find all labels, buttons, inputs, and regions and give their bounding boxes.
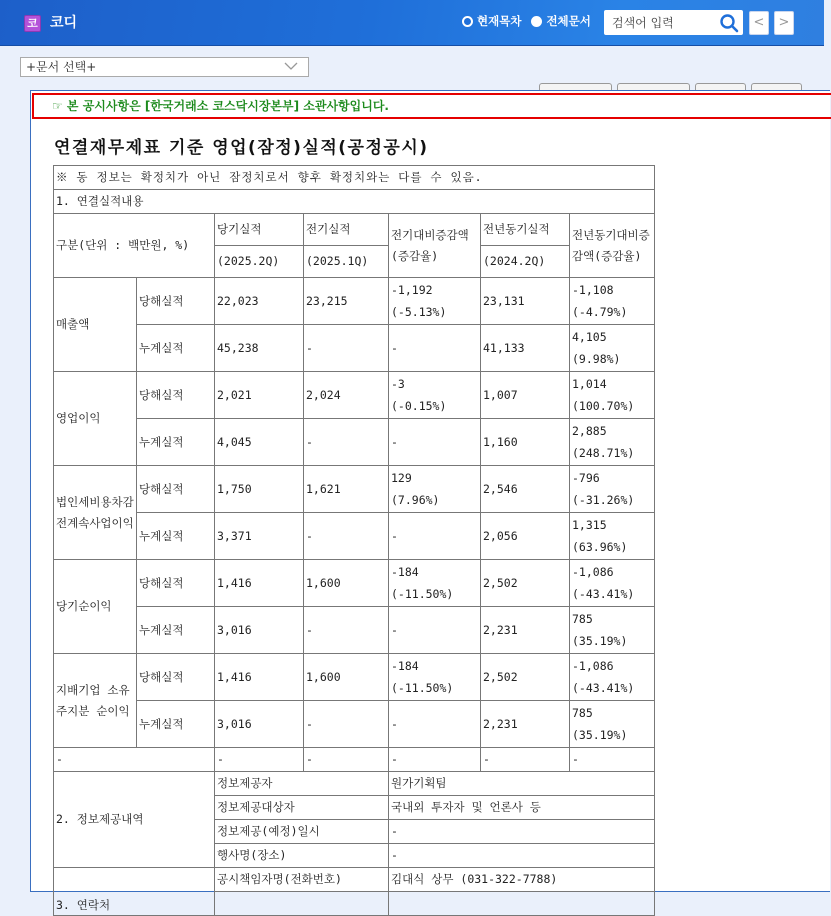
header-current: 당기실적: [215, 214, 304, 246]
header-prior-year: 전년동기실적: [481, 214, 570, 246]
radio-label: 전체문서: [546, 14, 591, 28]
cell-prior-year: 1,160: [481, 419, 570, 466]
cell-previous: -: [304, 419, 389, 466]
app-header: [0, 0, 824, 46]
header-prior-year-period: (2024.2Q): [481, 246, 570, 278]
row-item-controlling-net-income: 지배기업 소유주지분 순이익: [54, 654, 137, 748]
cell-prior-year: 2,546: [481, 466, 570, 513]
radio-all-documents[interactable]: [531, 13, 590, 29]
document-select-value: +문서 선택+: [26, 60, 97, 74]
info-key: [215, 892, 389, 916]
search-box: [604, 10, 743, 35]
cell-qoq: -: [389, 513, 481, 560]
info-key: 정보제공(예정)일시: [215, 820, 389, 844]
table-row: [54, 278, 655, 325]
table-row: [54, 190, 655, 214]
cell-previous: 23,215: [304, 278, 389, 325]
table-header-row: [54, 214, 655, 246]
cell-qoq: -3 (-0.15%): [389, 372, 481, 419]
row-item-pretax-income: 법인세비용차감전계속사업이익: [54, 466, 137, 560]
cell-prior-year: 23,131: [481, 278, 570, 325]
cell-previous: 1,600: [304, 654, 389, 701]
cell-current: 22,023: [215, 278, 304, 325]
cell-yoy: -1,086 (-43.41%): [570, 654, 655, 701]
search-icon[interactable]: [719, 13, 739, 33]
table-row: [54, 560, 655, 607]
row-type: 누계실적: [137, 419, 215, 466]
row-item-operating-profit: 영업이익: [54, 372, 137, 466]
cell-current: 3,016: [215, 607, 304, 654]
cell-yoy: -1,108 (-4.79%): [570, 278, 655, 325]
cell-dash: -: [389, 748, 481, 772]
cell-current: 1,750: [215, 466, 304, 513]
app-logo-icon: 코: [24, 15, 41, 32]
table-row: [54, 325, 655, 372]
cell-yoy: 785 (35.19%): [570, 607, 655, 654]
table-row: [54, 607, 655, 654]
search-scope-radio-group: [462, 13, 597, 29]
table-row: [54, 513, 655, 560]
header-previous-period: (2025.1Q): [304, 246, 389, 278]
table-row: [54, 166, 655, 190]
cell-current: 1,416: [215, 560, 304, 607]
section-2-label: 2. 정보제공내역: [54, 772, 215, 868]
row-type: 당해실적: [137, 372, 215, 419]
cell-prior-year: 2,231: [481, 701, 570, 748]
cell-previous: -: [304, 513, 389, 560]
cell-prior-year: 2,231: [481, 607, 570, 654]
cell-previous: 2,024: [304, 372, 389, 419]
earnings-table: [53, 165, 655, 916]
table-row: [54, 372, 655, 419]
radio-current-toc[interactable]: [462, 13, 521, 29]
table-row: [54, 701, 655, 748]
cell-current: 4,045: [215, 419, 304, 466]
cell-yoy: -1,086 (-43.41%): [570, 560, 655, 607]
cell-yoy: 2,885 (248.71%): [570, 419, 655, 466]
document-select[interactable]: [20, 57, 309, 77]
next-result-button[interactable]: >: [774, 11, 794, 35]
row-type: 당해실적: [137, 466, 215, 513]
row-type: 누계실적: [137, 325, 215, 372]
radio-label: 현재목차: [477, 14, 522, 28]
cell-qoq: -: [389, 325, 481, 372]
header-qoq: 전기대비증감액(증감율): [389, 214, 481, 278]
cell-prior-year: 2,502: [481, 560, 570, 607]
cell-dash: -: [54, 748, 215, 772]
section-1-label: 1. 연결실적내용: [54, 190, 655, 214]
header-current-period: (2025.2Q): [215, 246, 304, 278]
table-row: [54, 772, 655, 796]
cell-qoq: -: [389, 701, 481, 748]
row-type: 누계실적: [137, 701, 215, 748]
cell-dash: -: [481, 748, 570, 772]
row-type: 누계실적: [137, 607, 215, 654]
cell-prior-year: 41,133: [481, 325, 570, 372]
info-value: 원가기획팀: [389, 772, 655, 796]
cell-previous: -: [304, 701, 389, 748]
row-type: 당해실적: [137, 278, 215, 325]
app-title: 코디: [50, 15, 78, 31]
row-type: 당해실적: [137, 654, 215, 701]
jurisdiction-notice: ☞ 본 공시사항은 [한국거래소 코스닥시장본부] 소관사항입니다.: [32, 93, 831, 119]
prev-result-button[interactable]: <: [749, 11, 769, 35]
cell-prior-year: 2,502: [481, 654, 570, 701]
header-previous: 전기실적: [304, 214, 389, 246]
cell-previous: 1,600: [304, 560, 389, 607]
cell-qoq: -: [389, 607, 481, 654]
cell-current: 3,016: [215, 701, 304, 748]
cell-qoq: -184 (-11.50%): [389, 560, 481, 607]
table-row: [54, 654, 655, 701]
disclaimer: ※ 동 정보는 확정치가 아닌 잠정치로서 향후 확정치와는 다를 수 있음.: [54, 166, 655, 190]
cell-current: 45,238: [215, 325, 304, 372]
cell-qoq: -184 (-11.50%): [389, 654, 481, 701]
info-value: 국내외 투자자 및 언론사 등: [389, 796, 655, 820]
cell-yoy: 1,315 (63.96%): [570, 513, 655, 560]
cell-yoy: 4,105 (9.98%): [570, 325, 655, 372]
info-value: -: [389, 820, 655, 844]
search-input[interactable]: [604, 11, 714, 34]
info-key: 공시책임자명(전화번호): [215, 868, 389, 892]
cell-previous: -: [304, 607, 389, 654]
document-viewer: [30, 90, 830, 912]
table-row: [54, 419, 655, 466]
cell-qoq: -: [389, 419, 481, 466]
cell-previous: -: [304, 325, 389, 372]
cell-yoy: 785 (35.19%): [570, 701, 655, 748]
row-type: 누계실적: [137, 513, 215, 560]
cell-qoq: 129 (7.96%): [389, 466, 481, 513]
section-3-label: 3. 연락처: [54, 868, 215, 916]
table-row: [54, 868, 655, 892]
cell-prior-year: 2,056: [481, 513, 570, 560]
cell-dash: -: [304, 748, 389, 772]
cell-dash: -: [570, 748, 655, 772]
cell-current: 2,021: [215, 372, 304, 419]
cell-prior-year: 1,007: [481, 372, 570, 419]
document-title: 연결재무제표 기준 영업(잠정)실적(공정공시): [54, 138, 429, 158]
header-category: 구분(단위 : 백만원, %): [54, 214, 215, 278]
info-key: 정보제공대상자: [215, 796, 389, 820]
row-item-revenue: 매출액: [54, 278, 137, 372]
table-row: [54, 748, 655, 772]
cell-dash: -: [215, 748, 304, 772]
cell-current: 3,371: [215, 513, 304, 560]
header-yoy: 전년동기대비증감액(증감율): [570, 214, 655, 278]
info-value: [389, 892, 655, 916]
row-item-net-income: 당기순이익: [54, 560, 137, 654]
cell-yoy: 1,014 (100.70%): [570, 372, 655, 419]
table-row: [54, 466, 655, 513]
chevron-down-icon: [284, 61, 298, 71]
cell-previous: 1,621: [304, 466, 389, 513]
cell-yoy: -796 (-31.26%): [570, 466, 655, 513]
cell-qoq: -1,192 (-5.13%): [389, 278, 481, 325]
info-value: 김대식 상무 (031-322-7788): [389, 868, 655, 892]
radio-selected-icon[interactable]: [531, 16, 542, 27]
info-value: -: [389, 844, 655, 868]
row-type: 당해실적: [137, 560, 215, 607]
radio-unselected-icon[interactable]: [462, 16, 473, 27]
cell-current: 1,416: [215, 654, 304, 701]
info-key: 정보제공자: [215, 772, 389, 796]
info-key: 행사명(장소): [215, 844, 389, 868]
